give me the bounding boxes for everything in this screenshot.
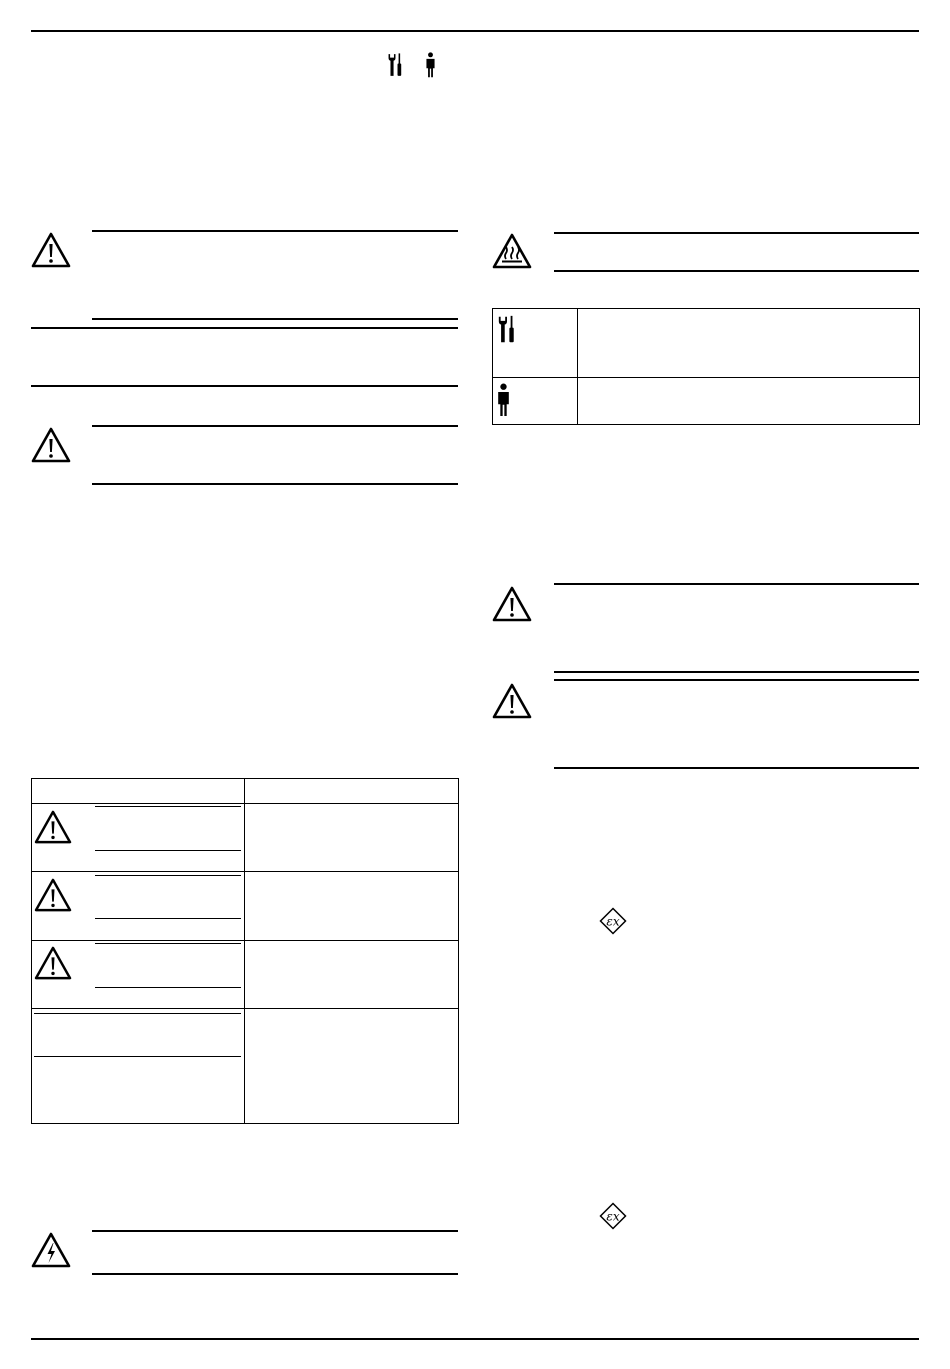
signal-word-rule-bottom (95, 987, 241, 988)
hazard-table-row-line (31, 871, 459, 872)
warning-rule-bottom (92, 1273, 458, 1275)
warning-rule-bottom (554, 270, 919, 272)
hazard-table-row-line (31, 1008, 459, 1009)
signal-word-rule-bottom (95, 850, 241, 851)
warning-triangle-icon (34, 946, 72, 980)
operator-person-icon (424, 51, 437, 79)
warning-triangle-icon (31, 232, 71, 268)
maintenance-tools-icon (497, 313, 517, 346)
note-rule-top (34, 1013, 241, 1014)
warning-triangle-icon (34, 810, 72, 844)
page-bottom-rule (31, 1338, 919, 1340)
note-rule-bottom (31, 385, 458, 387)
hazard-table-divider (244, 778, 245, 1124)
page-top-rule (31, 30, 919, 32)
symbol-table-frame (492, 308, 920, 425)
hot-surface-icon (492, 233, 532, 269)
warning-rule-top (92, 1230, 458, 1232)
warning-triangle-icon (34, 878, 72, 912)
signal-word-rule-top (95, 943, 241, 944)
note-rule-bottom (34, 1056, 241, 1057)
signal-word-rule-top (95, 806, 241, 807)
warning-rule-top (92, 425, 458, 427)
operator-person-icon (495, 383, 512, 417)
note-rule-top (31, 327, 458, 329)
maintenance-tools-icon (387, 51, 404, 79)
warning-rule-bottom (92, 483, 458, 485)
hazard-table-frame (31, 778, 459, 1124)
hazard-table-row-line (31, 940, 459, 941)
ex-atex-icon (599, 1202, 627, 1230)
warning-triangle-icon (31, 427, 71, 463)
warning-rule-bottom (554, 767, 919, 769)
warning-triangle-icon (492, 586, 532, 622)
ex-atex-icon (599, 907, 627, 935)
symbol-table-row-line (492, 377, 920, 378)
warning-rule-top (554, 679, 919, 681)
electric-hazard-icon (31, 1232, 71, 1268)
signal-word-rule-top (95, 875, 241, 876)
warning-rule-top (92, 230, 458, 232)
hazard-table-header-line (31, 803, 459, 804)
warning-rule-bottom (554, 671, 919, 673)
symbol-table-divider (577, 308, 578, 425)
warning-rule-top (554, 583, 919, 585)
signal-word-rule-bottom (95, 918, 241, 919)
warning-rule-bottom (92, 318, 458, 320)
warning-triangle-icon (492, 683, 532, 719)
warning-rule-top (554, 232, 919, 234)
